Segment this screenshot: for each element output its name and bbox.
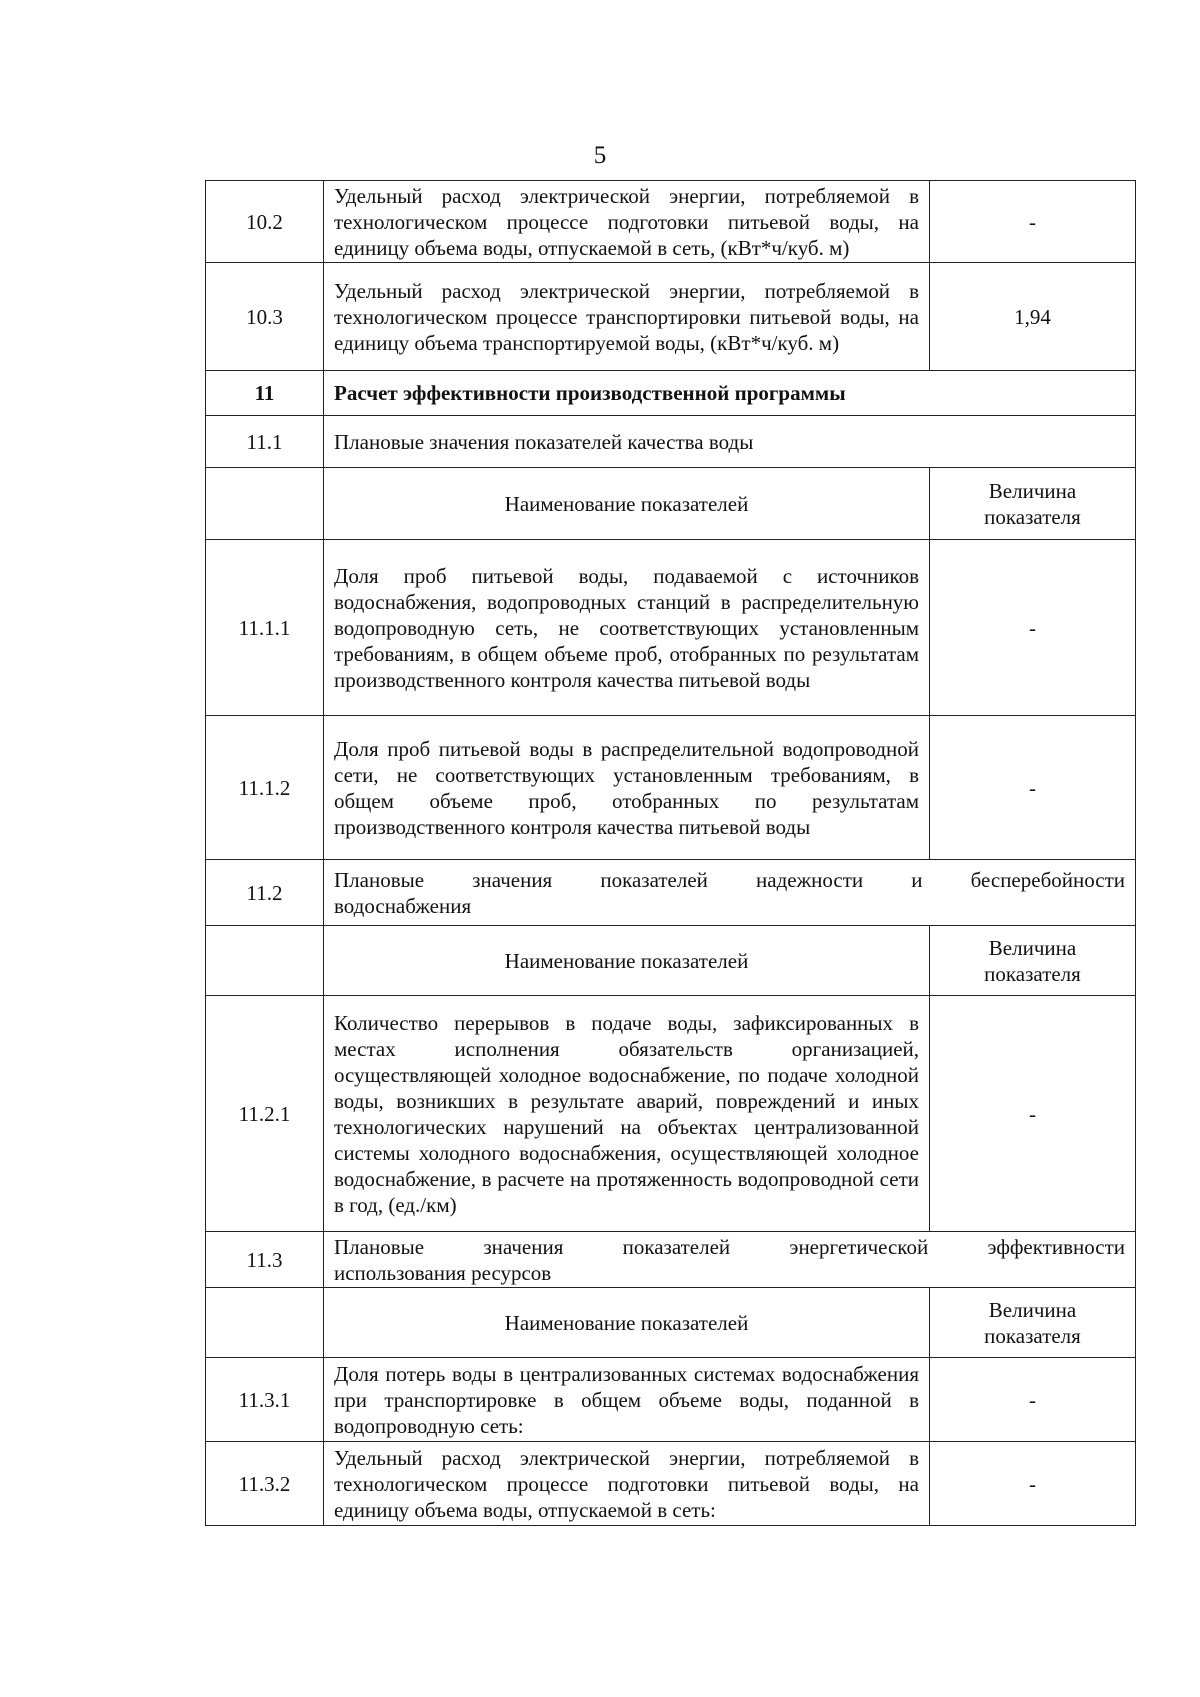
page-number: 5 bbox=[593, 142, 607, 169]
empty-cell bbox=[206, 1288, 324, 1358]
row-value: - bbox=[930, 716, 1136, 860]
row-description: Доля потерь воды в централизованных системах водоснабжения при транспортировке в общем объеме воды, поданной в водопроводную сеть: bbox=[324, 1358, 930, 1442]
row-description: Доля проб питьевой воды, подаваемой с источников водоснабжения, водопроводных станций в распределительную водопроводную сеть, не соответствующих установленным требованиям, в общем объеме проб, отобранных по результатам производственного контроля качества питьевой воды bbox=[324, 540, 930, 716]
section-title: Расчет эффективности производственной программы bbox=[324, 371, 1136, 416]
row-number: 10.3 bbox=[206, 263, 324, 371]
row-description: Количество перерывов в подаче воды, зафиксированных в местах исполнения обязательств организацией, осуществляющей холодное водоснабжение, по подаче холодной воды, возникших в результате аварий, повреждений и иных технологических нарушений на объектах централизованной системы холодного водоснабжения, осуществляющей холодное водоснабжение, в расчете на протяженность водопроводной сети в год, (ед./км) bbox=[324, 996, 930, 1232]
subsection-row bbox=[206, 860, 1136, 926]
row-value: - bbox=[930, 996, 1136, 1232]
table-row bbox=[206, 263, 1136, 371]
subsection-title-line2: использования ресурсов bbox=[334, 1260, 552, 1285]
subsection-number: 11.3 bbox=[206, 1232, 324, 1288]
row-value: - bbox=[930, 1358, 1136, 1442]
column-header-value: Величина показателя bbox=[930, 1288, 1136, 1358]
row-number: 11.1.2 bbox=[206, 716, 324, 860]
empty-cell bbox=[206, 926, 324, 996]
section-row bbox=[206, 371, 1136, 416]
header-row bbox=[206, 1288, 1136, 1358]
row-description: Удельный расход электрической энергии, потребляемой в технологическом процессе подготовки питьевой воды, на единицу объема воды, отпускаемой в сеть: bbox=[324, 1442, 930, 1526]
row-description: Доля проб питьевой воды в распределительной водопроводной сети, не соответствующих установленным требованиям, в общем объеме проб, отобранных по результатам производственного контроля качества питьевой воды bbox=[324, 716, 930, 860]
column-header-name: Наименование показателей bbox=[324, 926, 930, 996]
row-number: 11.3.2 bbox=[206, 1442, 324, 1526]
section-number: 11 bbox=[206, 371, 324, 416]
row-value: - bbox=[930, 181, 1136, 263]
row-number: 11.1.1 bbox=[206, 540, 324, 716]
row-value: - bbox=[930, 1442, 1136, 1526]
row-number: 11.2.1 bbox=[206, 996, 324, 1232]
table-row bbox=[206, 1442, 1136, 1526]
subsection-row bbox=[206, 1232, 1136, 1288]
row-description: Удельный расход электрической энергии, потребляемой в технологическом процессе подготовки питьевой воды, на единицу объема воды, отпускаемой в сеть, (кВт*ч/куб. м) bbox=[324, 181, 930, 263]
subsection-title bbox=[324, 860, 1136, 926]
column-header-name: Наименование показателей bbox=[324, 1288, 930, 1358]
indicators-table bbox=[205, 180, 1136, 1526]
table-row bbox=[206, 540, 1136, 716]
table-row bbox=[206, 716, 1136, 860]
row-value: - bbox=[930, 540, 1136, 716]
row-value: 1,94 bbox=[930, 263, 1136, 371]
subsection-number: 11.2 bbox=[206, 860, 324, 926]
subsection-row bbox=[206, 416, 1136, 468]
column-header-value: Величина показателя bbox=[930, 468, 1136, 540]
column-header-value: Величина показателя bbox=[930, 926, 1136, 996]
header-row bbox=[206, 468, 1136, 540]
subsection-number: 11.1 bbox=[206, 416, 324, 468]
header-row bbox=[206, 926, 1136, 996]
subsection-title-line1: Плановые значения показателей надежности и бесперебойности bbox=[334, 867, 1125, 892]
row-description: Удельный расход электрической энергии, потребляемой в технологическом процессе транспортировки питьевой воды, на единицу объема транспортируемой воды, (кВт*ч/куб. м) bbox=[324, 263, 930, 371]
row-number: 10.2 bbox=[206, 181, 324, 263]
table-row bbox=[206, 181, 1136, 263]
empty-cell bbox=[206, 468, 324, 540]
subsection-title bbox=[324, 1232, 1136, 1288]
subsection-title-line2: водоснабжения bbox=[334, 893, 472, 918]
table-row bbox=[206, 996, 1136, 1232]
column-header-name: Наименование показателей bbox=[324, 468, 930, 540]
subsection-title-line1: Плановые значения показателей энергетической эффективности bbox=[334, 1234, 1125, 1259]
table-row bbox=[206, 1358, 1136, 1442]
row-number: 11.3.1 bbox=[206, 1358, 324, 1442]
subsection-title: Плановые значения показателей качества воды bbox=[324, 416, 1136, 468]
